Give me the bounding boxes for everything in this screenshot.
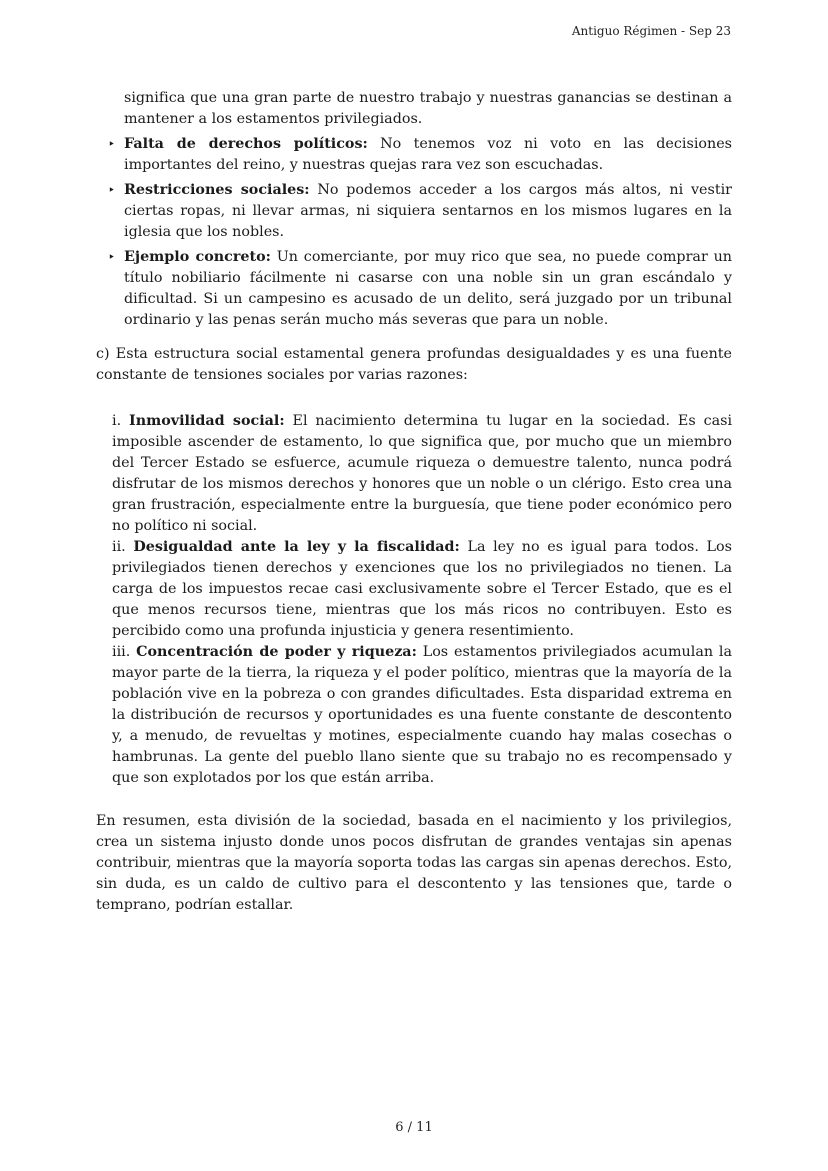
bullet-item-concrete-example [108,247,733,331]
item-number: iii. [112,644,131,660]
numbered-item-law-inequality [112,537,732,642]
page-number: 6 / 11 [395,1120,433,1135]
bullet-icon: ‣ [108,183,116,197]
bullet-body: Un comerciante, por muy rico que sea, no puede comprar un título nobiliario fácilmente ni casarse con una noble sin un gran escándalo y dificultad. Si un campesino es acusado de un delito, será juzgado por un tribunal ordinario y las penas serán mucho más severas que para un noble. [124,249,733,328]
page-footer [0,1120,828,1135]
bullet-body: No podemos acceder a los cargos más altos, ni vestir ciertas ropas, ni llevar armas, ni siquiera sentarnos en los mismos lugares en la iglesia que los nobles. [124,182,732,240]
bullet-text [124,247,732,331]
item-body: La ley no es igual para todos. Los privilegiados tienen derechos y exenciones que los no privilegiados no tienen. La carga de los impuestos recae casi exclusivamente sobre el Tercer Estado, que es el que menos recursos tiene, mientras que los más ricos no contribuyen. Esto es percibido como una profunda injusticia y genera resentimiento. [112,539,732,639]
item-lead: Desigualdad ante la ley y la fiscalidad: [133,539,460,555]
numbered-item-immobility [112,411,732,537]
numbered-item-power-concentration [112,642,732,789]
bullet-lead: Restricciones sociales: [124,182,310,198]
header-title: Antiguo Régimen - Sep 23 [571,24,731,38]
bullet-lead: Ejemplo concreto: [124,249,271,265]
bullet-item-political-rights [108,134,732,176]
bullet-item-social-restrictions [108,180,732,243]
continuation-paragraph: significa que una gran parte de nuestro trabajo y nuestras ganancias se destinan a mantener a los estamentos privilegiados. [124,90,732,127]
bullet-lead: Falta de derechos políticos: [124,136,368,152]
document-content [96,88,732,916]
paragraph-c: c) Esta estructura social estamental genera profundas desigualdades y es una fuente constante de tensiones sociales por varias razones: [96,346,732,383]
item-body: El nacimiento determina tu lugar en la sociedad. Es casi imposible ascender de estamento, lo que significa que, por mucho que un miembro del Tercer Estado se esfuerce, acumule riqueza o demuestre talento, nunca podrá disfrutar de los mismos derechos y honores que un noble o un clérigo. Esto crea una gran frustración, especialmente entre la burguesía, que tiene poder económico pero no político ni social. [112,413,733,534]
numbered-list [96,411,732,789]
page-header [572,24,731,38]
closing-paragraph: En resumen, esta división de la sociedad, basada en el nacimiento y los privilegios, crea un sistema injusto donde unos pocos disfrutan de grandes ventajas sin apenas contribuir, mientras que la mayoría soporta todas las cargas sin apenas derechos. Esto, sin duda, es un caldo de cultivo para el descontento y las tensiones que, tarde o temprano, podrían estallar. [96,813,732,913]
bullet-text [124,180,732,243]
item-body: Los estamentos privilegiados acumulan la mayor parte de la tierra, la riqueza y el poder político, mientras que la mayoría de la población vive en la pobreza o con grandes dificultades. Esta disparidad extrema en la distribución de recursos y oportunidades es una fuente constante de descontento y, a menudo, de revueltas y motines, especialmente cuando hay malas cosechas o hambrunas. La gente del pueblo llano siente que su trabajo no es recompensado y que son explotados por los que están arriba. [112,644,732,786]
item-number: i. [112,413,122,429]
item-lead: Inmovilidad social: [129,413,285,429]
item-number: ii. [112,539,126,555]
bullet-body: No tenemos voz ni voto en las decisiones importantes del reino, y nuestras quejas rara vez son escuchadas. [124,136,732,173]
bullet-text [124,134,732,176]
bullet-icon: ‣ [108,137,116,151]
item-lead: Concentración de poder y riqueza: [136,644,417,660]
bullet-list [96,88,732,331]
bullet-icon: ‣ [108,250,116,264]
